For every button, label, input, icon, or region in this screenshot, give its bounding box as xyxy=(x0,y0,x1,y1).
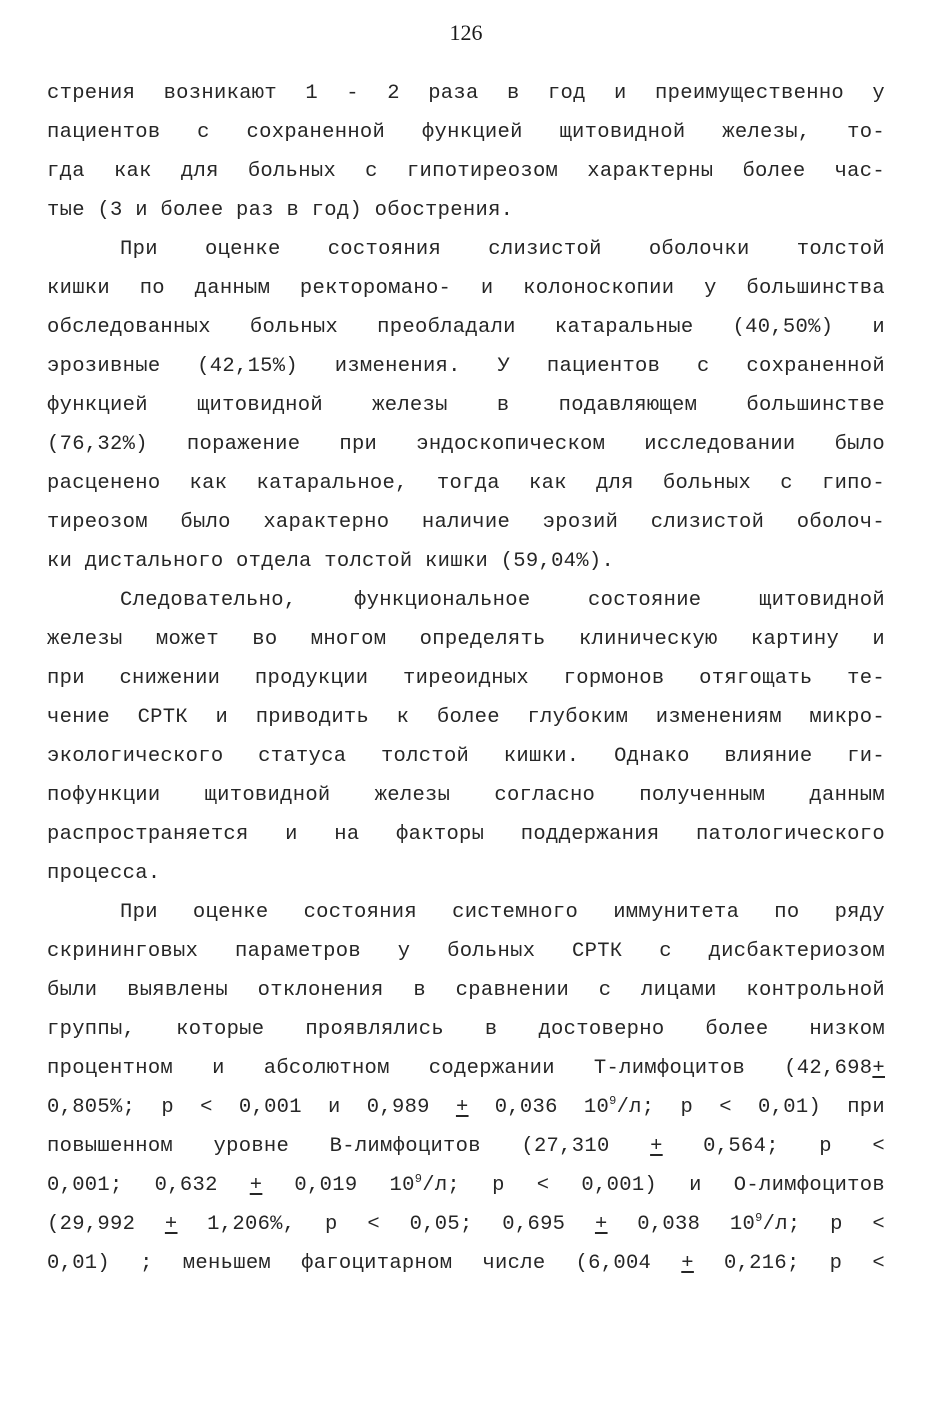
text-line: гда как для больных с гипотиреозом характерны более час- xyxy=(47,160,885,183)
formula-segment: /л; р < xyxy=(762,1213,885,1236)
formula-line xyxy=(47,1205,885,1244)
text-line: скрининговых параметров у больных СРТК с дисбактериозом xyxy=(47,940,885,963)
text-line: При оценке состояния слизистой оболочки толстой xyxy=(120,238,885,261)
plus-minus-sign: + xyxy=(455,1096,469,1119)
text-line: эрозивные (42,15%) изменения. У пациентов с сохраненной xyxy=(47,355,885,378)
text-line: группы, которые проявлялись в достоверно более низком xyxy=(47,1018,885,1041)
formula-line xyxy=(47,1127,885,1166)
plus-minus-sign: + xyxy=(681,1252,694,1275)
formula-segment: 0,001; 0,632 xyxy=(47,1174,250,1197)
text-line: обследованных больных преобладали катаральные (40,50%) и xyxy=(47,316,885,339)
text-line: (76,32%) поражение при эндоскопическом исследовании было xyxy=(47,433,885,456)
formula-segment: /л; р < 0,001) и О-лимфоцитов xyxy=(422,1174,885,1197)
exponent: 9 xyxy=(414,1172,423,1186)
exponent: 9 xyxy=(609,1094,617,1108)
formula-segment: 0,019 10 xyxy=(262,1174,415,1197)
formula-segment: 0,038 10 xyxy=(607,1213,756,1236)
plus-minus-sign: + xyxy=(594,1213,608,1236)
formula-segment: 0,564; р < xyxy=(662,1135,886,1158)
formula-segment: 0,216; р < xyxy=(693,1252,885,1275)
formula-segment: 0,01) ; меньшем фагоцитарном числе (6,004 xyxy=(47,1252,682,1275)
formula-segment: повышенном уровне В-лимфоцитов (27,310 xyxy=(47,1135,651,1158)
plus-minus-sign: + xyxy=(872,1057,885,1080)
text-line: распространяется и на факторы поддержания патологического xyxy=(47,823,885,846)
text-line: процесса. xyxy=(47,862,161,885)
text-line: кишки по данным ректороманo- и колоноскопии у большинства xyxy=(47,277,885,300)
body-text xyxy=(47,74,885,1283)
formula-segment: (29,992 xyxy=(47,1213,165,1236)
text-line: чение СРТК и приводить к более глубоким изменениям микро- xyxy=(47,706,885,729)
formula-segment: /л; р < 0,01) при xyxy=(616,1096,885,1119)
text-line: при снижении продукции тиреоидных гормонов отягощать те- xyxy=(47,667,885,690)
formula-line xyxy=(47,1088,885,1127)
text-line: функцией щитовидной железы в подавляющем большинстве xyxy=(47,394,885,417)
text-line: экологического статуса толстой кишки. Однако влияние ги- xyxy=(47,745,885,768)
formula-line xyxy=(47,1166,885,1205)
formula-segment: 1,206%, р < 0,05; 0,695 xyxy=(177,1213,595,1236)
text-line: ки дистального отдела толстой кишки (59,04%). xyxy=(47,550,615,573)
exponent: 9 xyxy=(755,1211,763,1225)
text-line: При оценке состояния системного иммунитета по ряду xyxy=(120,901,885,924)
text-line: расценено как катаральное, тогда как для больных с гипо- xyxy=(47,472,885,495)
plus-minus-sign: + xyxy=(164,1213,178,1236)
plus-minus-sign: + xyxy=(249,1174,263,1197)
text-line: были выявлены отклонения в сравнении с лицами контрольной xyxy=(47,979,885,1002)
formula-line xyxy=(47,1049,885,1088)
plus-minus-sign: + xyxy=(650,1135,663,1158)
text-line: железы может во многом определять клиническую картину и xyxy=(47,628,885,651)
formula-segment: 0,036 10 xyxy=(468,1096,610,1119)
text-line: стрения возникают 1 - 2 раза в год и преимущественно у xyxy=(47,82,885,105)
text-line: Следовательно, функциональное состояние щитовидной xyxy=(120,589,885,612)
text-line: тиреозом было характерно наличие эрозий слизистой оболоч- xyxy=(47,511,885,534)
text-line: пофункции щитовидной железы согласно полученным данным xyxy=(47,784,885,807)
text-line: пациентов с сохраненной функцией щитовидной железы, то- xyxy=(47,121,885,144)
text-line: тые (3 и более раз в год) обострения. xyxy=(47,199,514,222)
formula-segment: процентном и абсолютном содержании Т-лимфоцитов (42,698 xyxy=(47,1057,873,1080)
page-number: 126 xyxy=(449,20,483,45)
formula-segment: 0,805%; р < 0,001 и 0,989 xyxy=(47,1096,456,1119)
formula-line xyxy=(47,1244,885,1283)
